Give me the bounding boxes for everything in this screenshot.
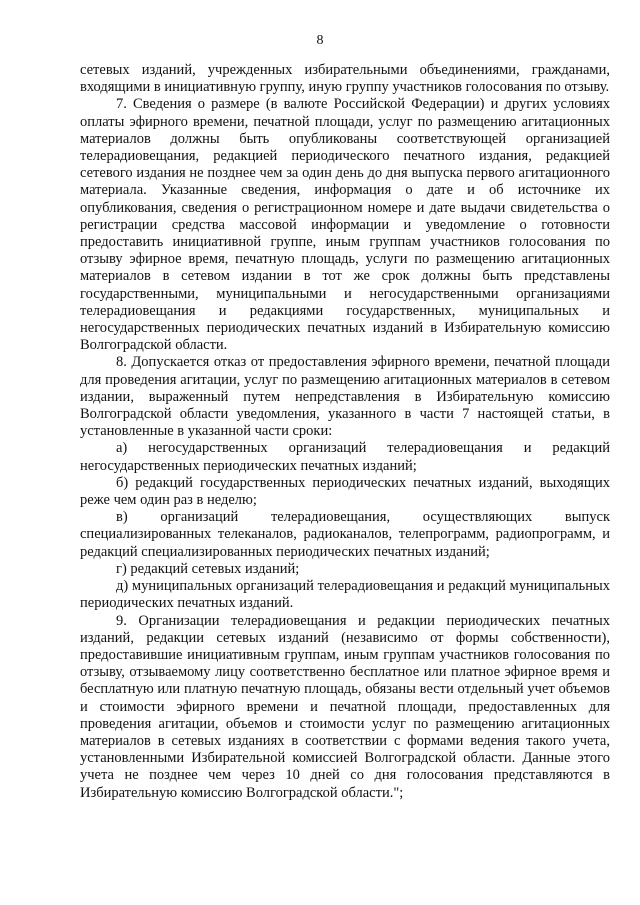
paragraph-7: 7. Сведения о размере (в валюте Российской Федерации) и других условиях оплаты эфирного времени, печатной площади, услуг по размещению агитационных материалов должны быть опубликованы соответствующей организацией телерадиовещания, редакцией периодического печатного издания, редакцией сетевого издания не позднее чем за один день до дня выпуска первого агитационного материала. Указанные сведения, информация о дате и об источнике их опубликования, сведения о регистрационном номере и дате выдачи свидетельства о регистрации средства массовой информации и уведомление о готовности предоставить инициативной группе, иным группам участников голосования по отзыву эфирное время, печатную площадь, услуги по размещению агитационных материалов в сетевом издании в тот же срок должны быть представлены государственными, муниципальными и негосударственными организациями телерадиовещания и редакциями государственных, муниципальных и негосударственных периодических печатных изданий в Избирательную комиссию Волгоградской области.: [80, 96, 610, 354]
list-item-g: г) редакций сетевых изданий;: [116, 560, 300, 577]
list-item-v: в) организаций телерадиовещания, осуществляющих выпуск специализированных телеканалов, радиоканалов, телепрограмм, радиопрограмм, и редакций специализированных периодических печатных изданий;: [80, 509, 610, 560]
list-item-b: б) редакций государственных периодических печатных изданий, выходящих реже чем один раз в неделю;: [80, 474, 610, 509]
paragraph-continuation: сетевых изданий, учрежденных избирательными объединениями, гражданами, входящими в инициативную группу, иную группу участников голосования по отзыву.: [80, 62, 610, 96]
list-item-d: д) муниципальных организаций телерадиовещания и редакций муниципальных периодических печатных изданий.: [80, 578, 610, 612]
document-body: [80, 62, 610, 802]
paragraph-9: 9. Организации телерадиовещания и редакции периодических печатных изданий, редакции сетевых изданий (независимо от формы собственности), предоставившие инициативным группам, иным группам участников голосования по отзыву, отзываемому лицу соответственно бесплатное или платное эфирное время и бесплатную или платную печатную площадь, обязаны вести отдельный учет объемов и стоимости эфирного времени и печатной площади, предоставленных для проведения агитации, объемов и стоимости услуг по размещению агитационных материалов в сетевых изданиях в соответствии с формами ведения такого учета, установленными Избирательной комиссией Волгоградской области. Данные этого учета не позднее чем через 10 дней со дня голосования представляются в Избирательную комиссию Волгоградской области.";: [80, 612, 610, 801]
list-item-a: а) негосударственных организаций телерадиовещания и редакций негосударственных периодических печатных изданий;: [80, 440, 610, 474]
page-number: 8: [316, 33, 324, 48]
paragraph-8: 8. Допускается отказ от предоставления эфирного времени, печатной площади для проведения агитации, услуг по размещению агитационных материалов в сетевом издании, выраженный путем непредставления в Избирательную комиссию Волгоградской области уведомления, указанного в части 7 настоящей статьи, в установленные в указанной части сроки:: [80, 354, 610, 440]
